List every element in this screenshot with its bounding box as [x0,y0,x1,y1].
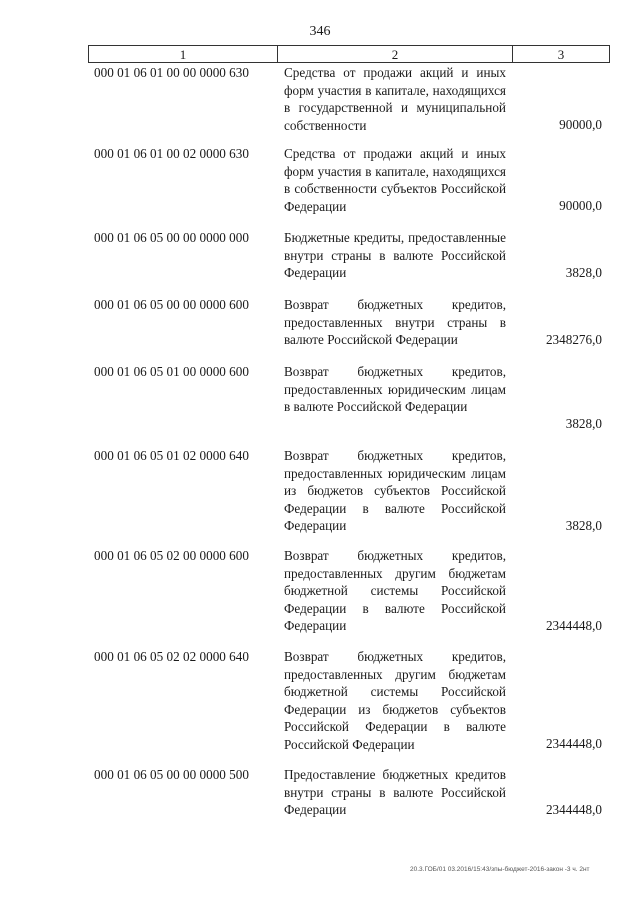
row-description: Предоставление бюджетных кредитов внутри страны в валюте Российской Федерации [284,767,506,818]
table-row [88,229,608,282]
page-number: 346 [309,24,331,39]
row-description: Возврат бюджетных кредитов, предоставленных юридическим лицам в валюте Российской Федерации [284,364,506,415]
row-description: Средства от продажи акций и иных форм участия в капитале, находящихся в государственной и муниципальной собственности [284,65,506,133]
budget-code: 000 01 06 05 02 00 0000 600 [94,548,249,563]
table-row [88,547,608,635]
table-row [88,296,608,349]
budget-code: 000 01 06 05 01 00 0000 600 [94,364,249,379]
budget-code: 000 01 06 01 00 02 0000 630 [94,146,249,161]
table-row [88,363,608,433]
row-amount: 2344448,0 [545,618,602,634]
row-amount: 2348276,0 [545,332,602,348]
row-amount: 3828,0 [565,518,602,534]
row-amount: 3828,0 [565,265,602,281]
table-row [88,64,608,134]
row-description: Возврат бюджетных кредитов, предоставленных другим бюджетам бюджетной системы Российской Федерации из бюджетов субъектов Российской Федерации в валюте Российской Федерации [284,649,506,752]
row-description: Бюджетные кредиты, предоставленные внутри страны в валюте Российской Федерации [284,230,506,281]
budget-code: 000 01 06 01 00 00 0000 630 [94,65,249,80]
document-footer: 20.3.ГОБ/01 03.2016/15:43/зпы-бюджет-2016-закон -3 ч. 2нт [410,866,590,873]
row-description: Средства от продажи акций и иных форм участия в капитале, находящихся в собственности субъектов Российской Федерации [284,146,506,214]
budget-code: 000 01 06 05 00 00 0000 600 [94,297,249,312]
table-row [88,447,608,535]
row-amount: 90000,0 [559,198,602,214]
row-amount: 3828,0 [565,416,602,432]
table-row [88,648,608,753]
budget-code: 000 01 06 05 01 02 0000 640 [94,448,249,463]
row-description: Возврат бюджетных кредитов, предоставленных внутри страны в валюте Российской Федерации [284,297,506,348]
budget-code: 000 01 06 05 02 02 0000 640 [94,649,249,664]
table-row [88,145,608,215]
row-description: Возврат бюджетных кредитов, предоставленных другим бюджетам бюджетной системы Российской Федерации в валюте Российской Федерации [284,548,506,634]
budget-code: 000 01 06 05 00 00 0000 000 [94,230,249,245]
header-col-1: 1 [89,46,278,62]
header-col-2: 2 [278,46,513,62]
budget-code: 000 01 06 05 00 00 0000 500 [94,767,249,782]
table-row [88,766,608,819]
row-amount: 90000,0 [559,117,602,133]
row-description: Возврат бюджетных кредитов, предоставленных юридическим лицам из бюджетов субъектов Российской Федерации в валюте Российской Федерации [284,448,506,534]
row-amount: 2344448,0 [545,736,602,752]
row-amount: 2344448,0 [545,802,602,818]
header-col-3: 3 [557,46,565,62]
table-header [88,45,610,63]
